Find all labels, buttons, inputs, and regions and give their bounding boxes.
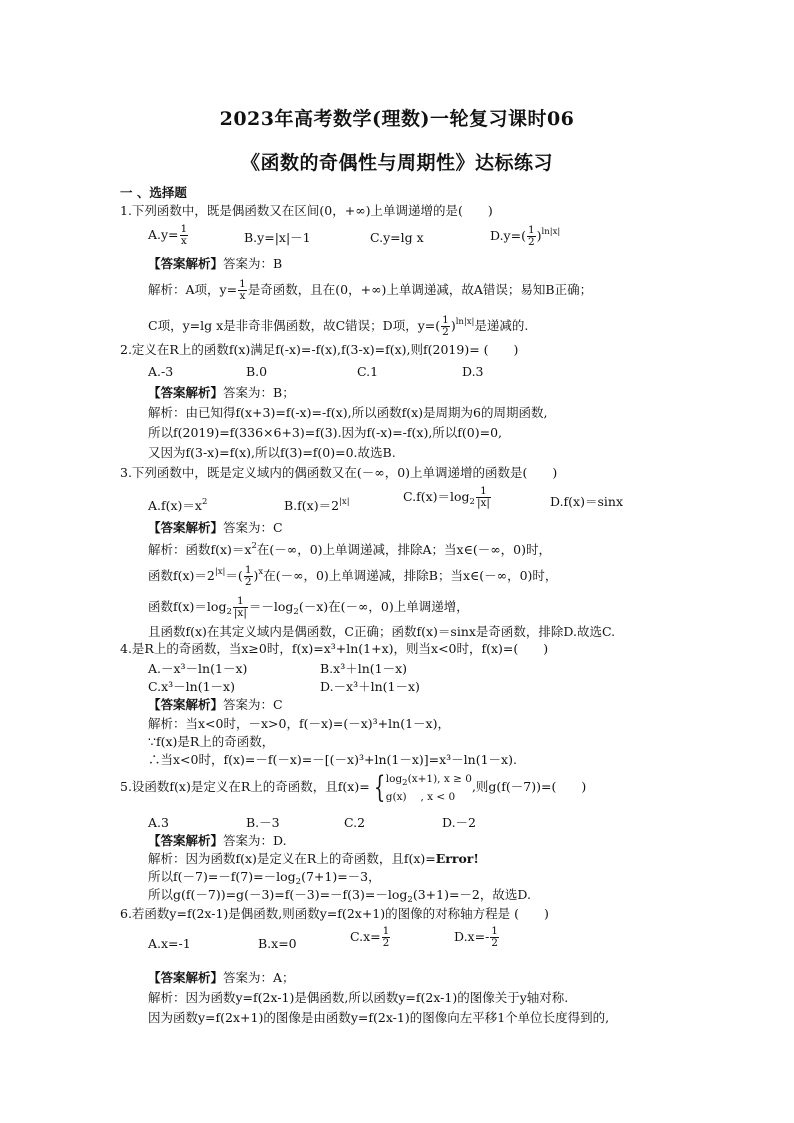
q2-option-a: A.-3 — [148, 364, 174, 379]
q4-option-c: C.x³－ln(1－x) — [148, 679, 235, 694]
q2-options — [148, 364, 568, 380]
q4-options-row1 — [148, 661, 548, 677]
q4-option-b: B.x³＋ln(1－x) — [320, 661, 408, 676]
q6-option-d: D.x=- $\frac{1}{2}$ — [454, 925, 498, 949]
q5-explanation-3: 所以$g(f(-7))=g(-3)=f(-3)=-f(3)=-\log_2(3+1)=-2$，故选D. — [148, 887, 531, 905]
q5-option-b: B.－3 — [246, 815, 280, 830]
q4-options-row2 — [148, 679, 548, 695]
q2-answer: 【答案解析】答案为：B； — [148, 385, 295, 400]
q2-explanation-2: 所以f(2019)=f(336×6+3)=f(3).因为f(-x)=-f(x),所以f(0)=0, — [148, 425, 503, 440]
q3-option-c: $C.f(x)=\log_2$ $\frac{1}{|x|}$ — [403, 485, 490, 509]
q1-option-d: D.y=( $\frac{1}{2}$ )$^{ln|x|}$ — [490, 224, 561, 248]
q2-stem: 2.定义在R上的函数f(x)满足f(-x)=-f(x),f(3-x)=f(x),则f(2019)= ( ) — [120, 342, 519, 357]
q1-option-c: C.y=lg x — [370, 230, 424, 245]
section-heading: 一 、选择题 — [120, 185, 187, 200]
q3-option-b: $B.f(x)=2^{|x|}$ — [284, 497, 350, 513]
q5-explanation-2: 所以$f(-7)=-f(7)=-\log_2(7+1)=-3$， — [148, 869, 381, 887]
q3-stem: 3.下列函数中，既是定义域内的偶函数又在(－∞，0)上单调递增的函数是( ) — [120, 465, 558, 480]
q6-explanation-1: 解析：因为函数y=f(2x-1)是偶函数,所以函数y=f(2x-1)的图像关于y轴对称. — [148, 990, 569, 1005]
q3-option-d: D.f(x)＝sinx — [550, 494, 623, 509]
q5-option-a: A.3 — [148, 815, 169, 830]
q4-explanation-3: ∴当x<0时，f(x)=－f(－x)=－[(－x)³+ln(1－x)]=x³－ln(1－x). — [148, 752, 517, 767]
q2-option-c: C.1 — [357, 364, 379, 379]
q1-explanation-1: 解析：A项，y= $\frac{1}{x}$ 是奇函数，且在(0，+∞)上单调递减，故A错误；易知B正确； — [148, 278, 593, 302]
q1-option-a: A.y= $\frac{1}{x}$ — [148, 223, 188, 247]
q6-options — [148, 926, 568, 958]
q6-answer: 【答案解析】答案为：A； — [148, 970, 295, 985]
q3-explanation-1: 解析：函数$f(x)=x^2$在(－∞，0)上单调递减，排除A；当x∈(－∞，0)时， — [148, 541, 551, 557]
q6-explanation-2: 因为函数y=f(2x+1)的图像是由函数y=f(2x-1)的图像向左平移1个单位长度得到的, — [148, 1010, 610, 1025]
piecewise-definition: $\log_2(x+1)$, x ≥ 0 g(x) , x < 0 — [385, 772, 472, 803]
q4-explanation-2: ∵f(x)是R上的奇函数， — [148, 734, 275, 749]
q3-explanation-3: 函数$f(x)=\log_2$ $\frac{1}{|x|}$ $=-\log_2(-x)$在(－∞，0)上单调递增， — [148, 595, 469, 619]
doc-title-line1: 2023年高考数学(理数)一轮复习课时06 — [219, 108, 575, 130]
q5-option-d: D.－2 — [442, 815, 477, 830]
q2-explanation-1: 解析：由已知得f(x+3)=f(-x)=-f(x),所以函数f(x)是周期为6的周期函数, — [148, 405, 548, 420]
q4-option-a: A.－x³－ln(1－x) — [148, 661, 248, 676]
q2-explanation-3: 又因为f(3-x)=f(x),所以f(3)=f(0)=0.故选B. — [148, 445, 396, 460]
q6-option-a: A.x=-1 — [148, 936, 191, 951]
q3-options — [148, 486, 668, 516]
q5-answer: 【答案解析】答案为：D. — [148, 833, 287, 848]
q4-answer: 【答案解析】答案为：C — [148, 697, 283, 712]
q6-stem: 6.若函数y=f(2x-1)是偶函数,则函数y=f(2x+1)的图像的对称轴方程是 ( ) — [120, 906, 549, 921]
brace: { — [373, 769, 385, 805]
q2-option-d: D.3 — [462, 364, 484, 379]
q3-explanation-2: 函数$f(x)=2^{|x|}=$( $\frac{1}{2}$ )$^x$在(－∞，0)上单调递减，排除B；当x∈(－∞，0)时， — [148, 564, 558, 588]
q5-options — [148, 815, 568, 831]
q3-answer: 【答案解析】答案为：C — [148, 520, 283, 535]
q3-option-a: $A.f(x)=x^2$ — [148, 497, 208, 513]
q1-explanation-2: C项，y=lg x是非奇非偶函数，故C错误；D项，y=( $\frac{1}{2}$ )$^{ln|x|}$是递减的. — [148, 314, 529, 338]
q1-answer: 【答案解析】答案为：B — [148, 256, 283, 271]
q3-explanation-4: 且函数f(x)在其定义域内是偶函数，C正确；函数f(x)＝sinx是奇函数，排除D.故选C. — [148, 624, 616, 639]
q5-option-c: C.2 — [344, 815, 366, 830]
q4-explanation-1: 解析：当x<0时，－x>0，f(－x)=(－x)³+ln(1－x)， — [148, 716, 450, 731]
q4-stem: 4.是R上的奇函数，当x≥0时，f(x)=x³+ln(1+x)，则当x<0时，f(x)=( ) — [120, 641, 549, 656]
q1-option-b: B.y=|x|－1 — [244, 230, 311, 245]
q1-stem: 1.下列函数中，既是偶函数又在区间(0，+∞)上单调递增的是( ) — [120, 203, 493, 218]
q6-option-b: B.x=0 — [258, 936, 297, 951]
q5-stem: 5.设函数f(x)是定义在R上的奇函数，且f(x)= { $\log_2(x+1)$, x ≥ 0 g(x) , x < 0 ,则g(f(－7))=( ) — [120, 769, 587, 805]
q1-options — [148, 223, 561, 252]
q4-option-d: D.－x³＋ln(1－x) — [320, 679, 420, 694]
q6-option-c: C.x= $\frac{1}{2}$ — [350, 925, 390, 949]
fraction: $\frac{1}{x}$ — [180, 223, 188, 247]
q5-explanation-1: 解析：因为函数f(x)是定义在R上的奇函数，且f(x)=Error! — [148, 851, 479, 866]
q2-option-b: B.0 — [246, 364, 268, 379]
doc-title-line2: 《函数的奇偶性与周期性》达标练习 — [240, 152, 553, 174]
